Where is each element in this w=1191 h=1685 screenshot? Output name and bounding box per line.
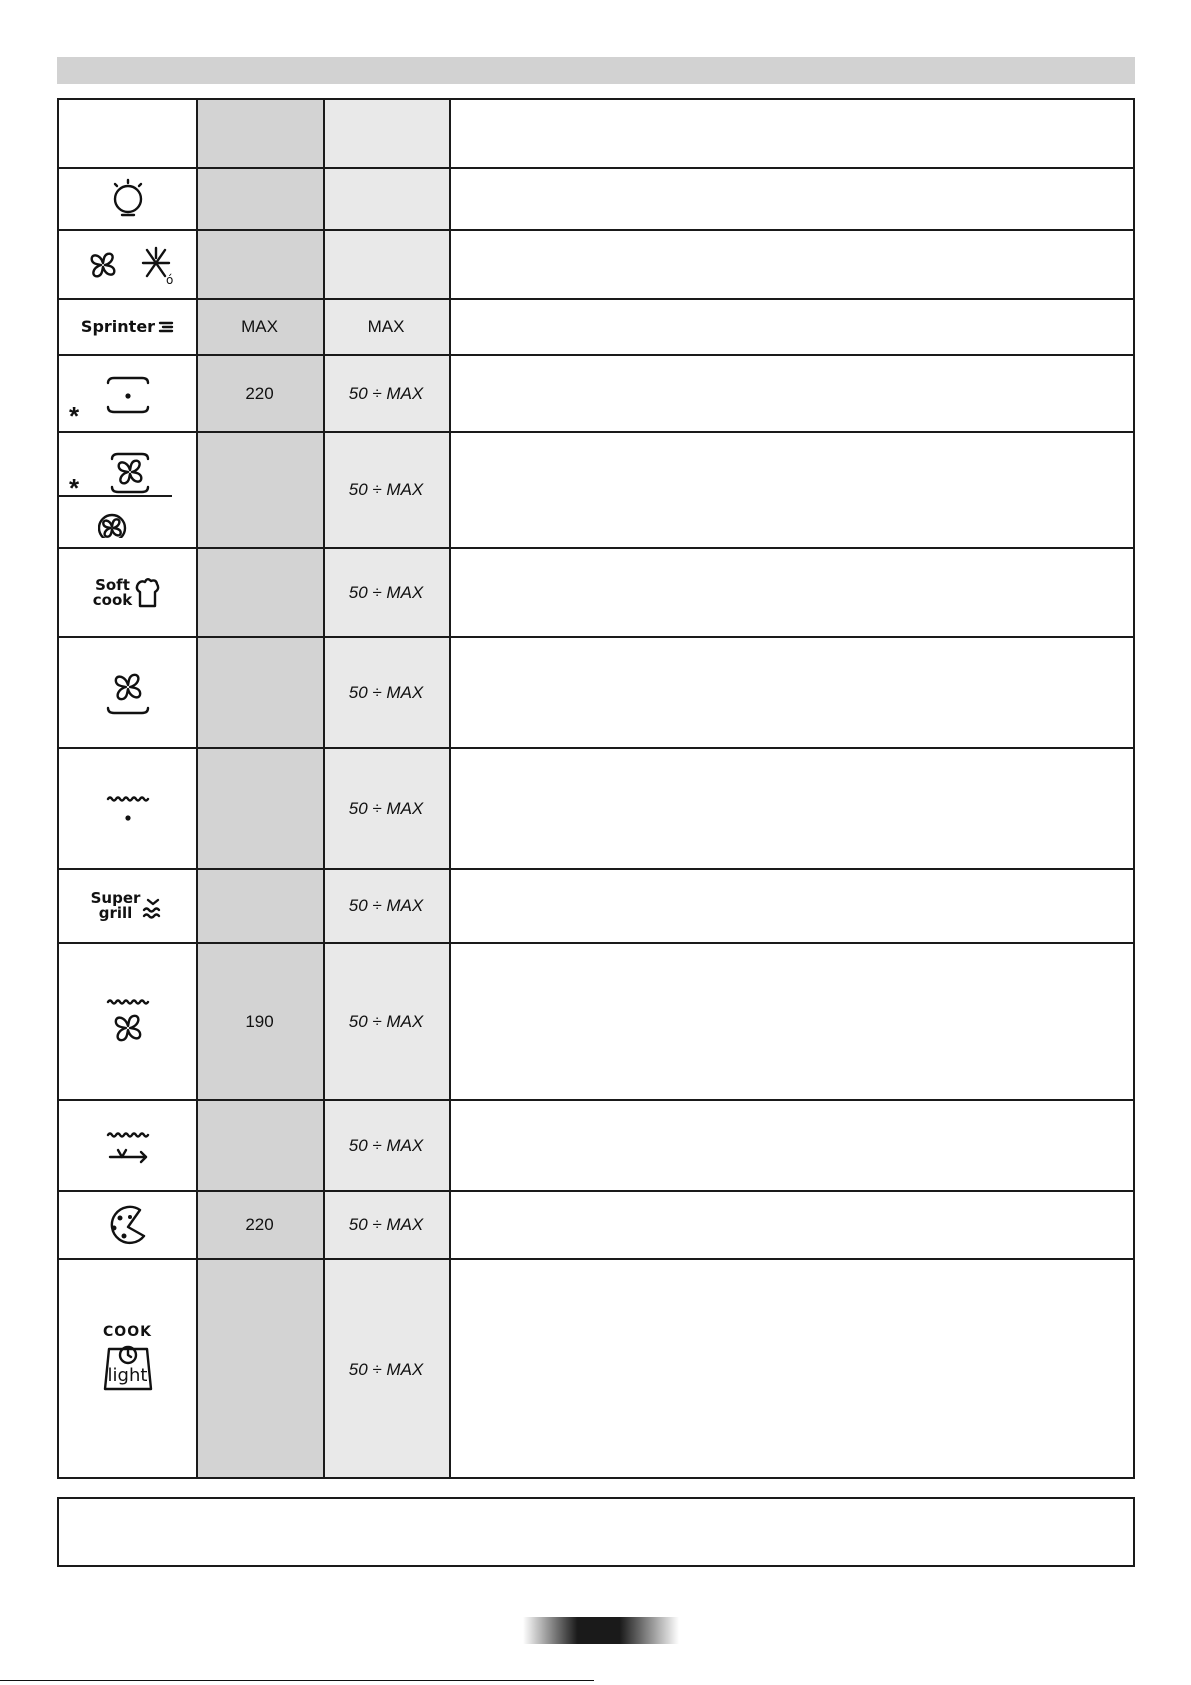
default-temperature [196, 1101, 323, 1190]
default-temperature [196, 638, 323, 747]
header-cell [59, 100, 196, 167]
sprinter-icon-cell [59, 300, 196, 354]
pizza-icon [100, 1200, 156, 1250]
temperature-range: MAX [367, 317, 405, 336]
asterisk-mark: * [69, 401, 80, 431]
note-box [57, 1497, 1135, 1567]
temperature-range: 50 ÷ MAX [348, 896, 424, 915]
turnspit-grill-icon-cell [59, 1101, 196, 1190]
grill-icon-cell [59, 749, 196, 868]
oven-lamp-icon-cell [59, 169, 196, 229]
default-temperature: 220 [245, 383, 274, 403]
fan-grill-icon [98, 992, 158, 1052]
default-temperature [196, 433, 323, 547]
table-row-soft-cook [59, 549, 1133, 638]
table-row-lamp [59, 169, 1133, 231]
default-temperature [196, 870, 323, 942]
cook-light-top-label: COOK [103, 1324, 152, 1340]
page-number-tab [523, 1617, 679, 1644]
temperature-range [323, 100, 449, 167]
default-temperature [196, 231, 323, 298]
function-description [449, 231, 1133, 298]
svg-text:ó: ó [165, 272, 173, 287]
cook-label: cook [92, 590, 133, 609]
temperature-range: 50 ÷ MAX [348, 480, 424, 499]
temperature-range: 50 ÷ MAX [348, 1135, 424, 1155]
defrost-icon-cell [59, 231, 196, 298]
default-temperature: 190 [245, 1011, 274, 1031]
temperature-range [323, 169, 449, 229]
default-temperature [196, 169, 323, 229]
temperature-range: 50 ÷ MAX [348, 1215, 424, 1234]
soft-label: Soft [95, 575, 130, 594]
table-row-header [59, 100, 1133, 169]
fan-grill-icon-cell [59, 944, 196, 1099]
default-temperature: MAX [241, 317, 278, 336]
temperature-range: 50 ÷ MAX [348, 682, 424, 702]
table-row-fan-assisted [59, 433, 1133, 549]
table-row-static [59, 356, 1133, 433]
table-row-cook-light [59, 1260, 1133, 1479]
function-description [449, 1192, 1133, 1258]
table-row-pizza [59, 1192, 1133, 1260]
fan-bottom-heat-icon-cell [59, 638, 196, 747]
super-grill-icon [91, 891, 165, 921]
default-temperature [196, 1260, 323, 1479]
sprinter-icon [81, 319, 174, 335]
cook-light-bottom-label: light [107, 1365, 148, 1386]
fan-heat-icon [98, 442, 158, 538]
asterisk-mark: * [69, 473, 80, 503]
section-header-bar [57, 57, 1135, 84]
grill-icon [98, 784, 158, 834]
function-description [449, 1101, 1133, 1190]
fan-heat-icon-cell [59, 433, 196, 547]
turnspit-grill-icon [98, 1121, 158, 1171]
table-row-fan-bottom [59, 638, 1133, 749]
oven-functions-table [57, 98, 1135, 1479]
table-row-grill [59, 749, 1133, 870]
footer-rule [0, 1680, 594, 1681]
temperature-range [323, 231, 449, 298]
function-description [449, 1260, 1133, 1479]
soft-cook-icon [93, 576, 162, 610]
function-description [449, 356, 1133, 431]
table-rows [59, 100, 1133, 1479]
temperature-range: 50 ÷ MAX [348, 582, 424, 602]
function-description [449, 749, 1133, 868]
temperature-range: 50 ÷ MAX [348, 383, 424, 403]
super-grill-icon-cell [59, 870, 196, 942]
icon-split-line [59, 495, 172, 497]
temperature-range: 50 ÷ MAX [348, 1011, 424, 1031]
table-row-fan-grill [59, 944, 1133, 1101]
sprinter-label: Sprinter [80, 317, 156, 336]
cook-light-icon-cell [59, 1260, 196, 1479]
table-row-sprinter [59, 300, 1133, 356]
super-label: Super [90, 889, 141, 907]
function-description [449, 638, 1133, 747]
top-bottom-heat-icon [98, 364, 158, 424]
grill-label: grill [98, 904, 133, 922]
table-row-super-grill [59, 870, 1133, 944]
default-temperature [196, 749, 323, 868]
pizza-icon-cell [59, 1192, 196, 1258]
function-description [449, 549, 1133, 636]
fan-bottom-heat-icon [98, 663, 158, 723]
soft-cook-icon-cell [59, 549, 196, 636]
function-description [449, 944, 1133, 1099]
table-row-defrost [59, 231, 1133, 300]
function-description [449, 870, 1133, 942]
table-row-turnspit [59, 1101, 1133, 1192]
oven-lamp-icon [103, 171, 153, 227]
function-description [449, 100, 1133, 167]
top-bottom-heat-icon-cell [59, 356, 196, 431]
temperature-range: 50 ÷ MAX [348, 1360, 424, 1379]
default-temperature [196, 100, 323, 167]
function-description [449, 433, 1133, 547]
default-temperature [196, 549, 323, 636]
defrost-icon [73, 240, 183, 290]
function-description [449, 300, 1133, 354]
function-description [449, 169, 1133, 229]
default-temperature: 220 [245, 1215, 274, 1234]
cook-light-icon [101, 1324, 155, 1395]
temperature-range: 50 ÷ MAX [348, 798, 424, 818]
